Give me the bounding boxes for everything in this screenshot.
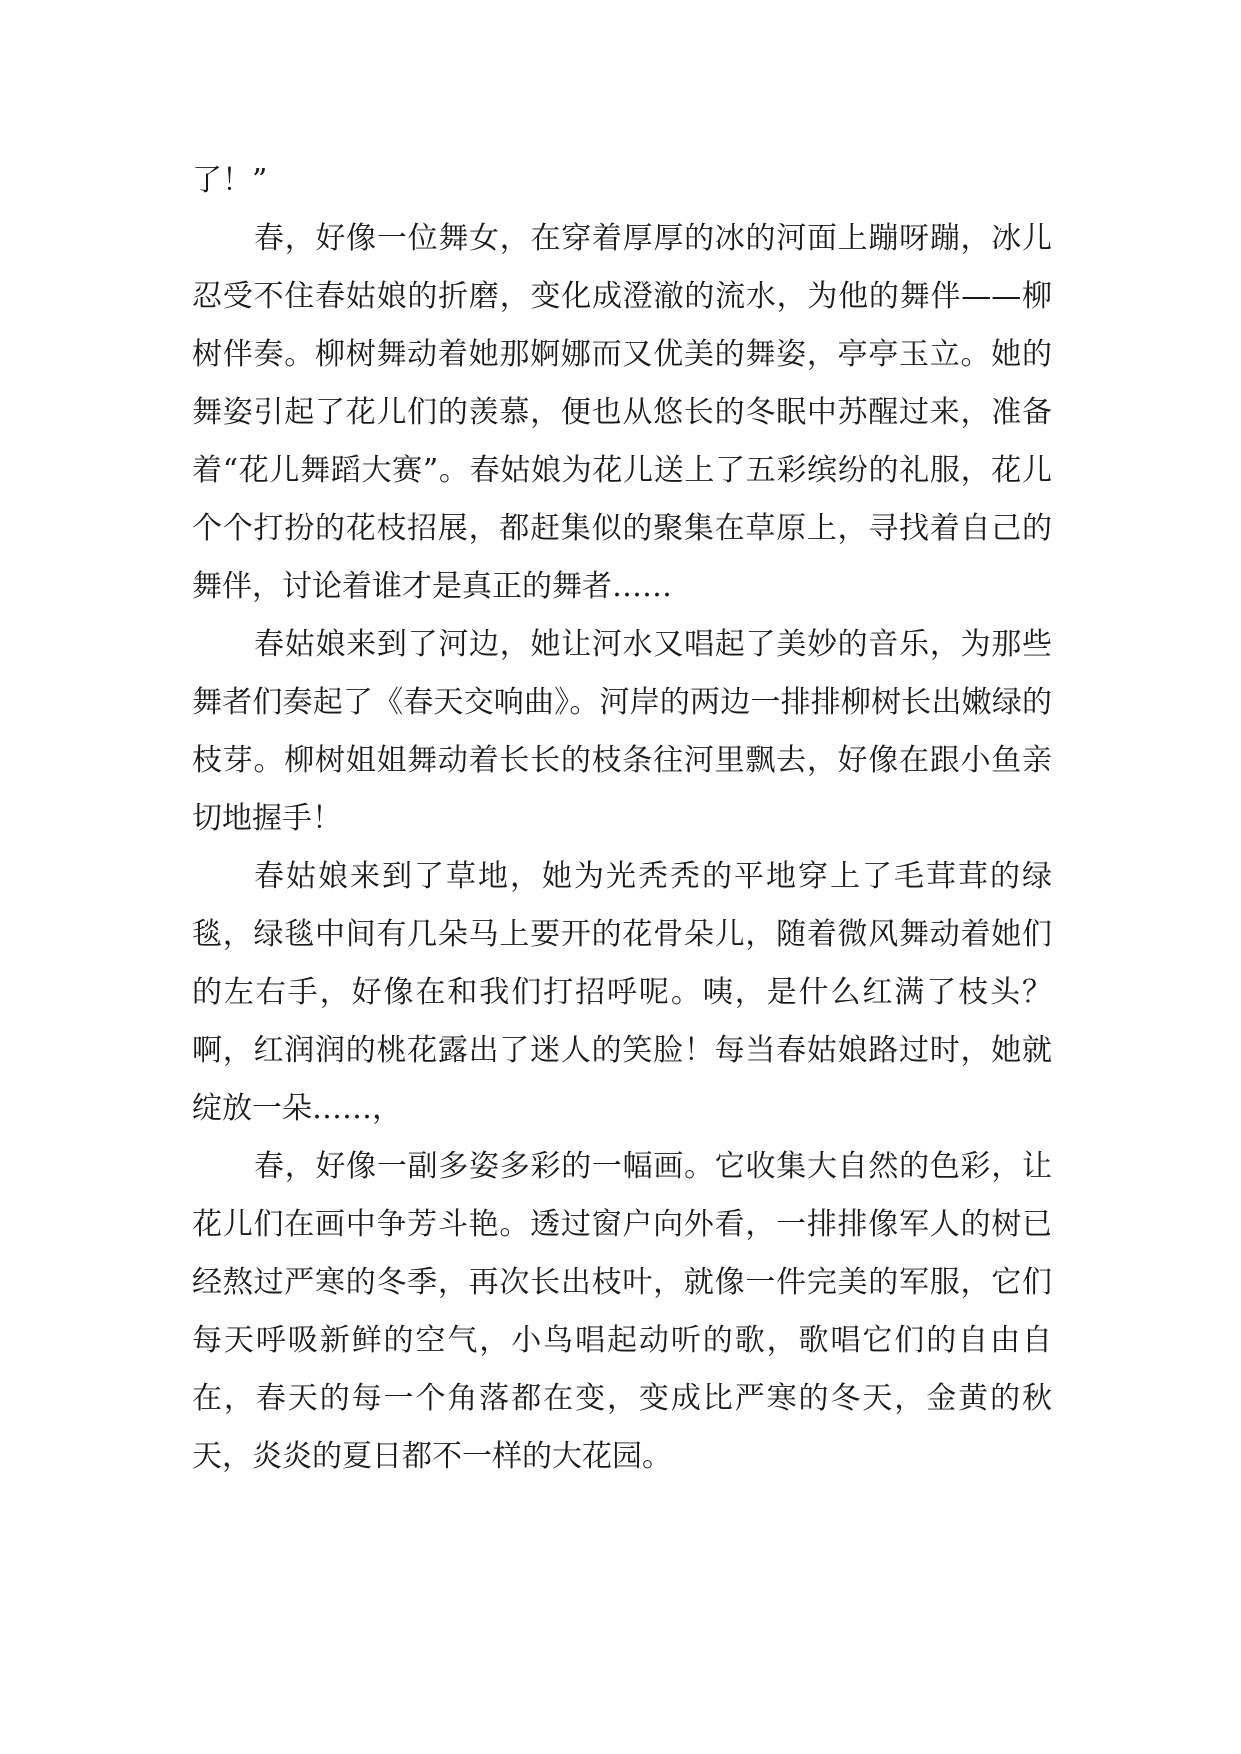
paragraph-4: 春姑娘来到了草地，她为光秃秃的平地穿上了毛茸茸的绿毯，绿毯中间有几朵马上要开的花骨朵儿，随着微风舞动着她们的左右手，好像在和我们打招呼呢。咦，是什么红满了枝头？啊，红润润的桃花露出了迷人的笑脸！每当春姑娘路过时，她就绽放一朵……， bbox=[192, 859, 1052, 1126]
paragraph-1: 了！” bbox=[192, 163, 268, 198]
paragraph-5: 春，好像一副多姿多彩的一幅画。它收集大自然的色彩，让花儿们在画中争芳斗艳。透过窗户向外看，一排排像军人的树已经熬过严寒的冬季，再次长出枝叶，就像一件完美的军服，它们每天呼吸新鲜的空气，小鸟唱起动听的歌，歌唱它们的自由自在，春天的每一个角落都在变，变成比严寒的冬天，金黄的秋天，炎炎的夏日都不一样的大花园。 bbox=[192, 1149, 1052, 1474]
paragraph-2: 春，好像一位舞女，在穿着厚厚的冰的河面上蹦呀蹦，冰儿忍受不住春姑娘的折磨，变化成澄澈的流水，为他的舞伴——柳树伴奏。柳树舞动着她那婀娜而又优美的舞姿，亭亭玉立。她的舞姿引起了花儿们的羡慕，便也从悠长的冬眠中苏醒过来，准备着“花儿舞蹈大赛”。春姑娘为花儿送上了五彩缤纷的礼服，花儿个个打扮的花枝招展，都赶集似的聚集在草原上，寻找着自己的舞伴，讨论着谁才是真正的舞者…… bbox=[192, 221, 1052, 604]
paragraph-3: 春姑娘来到了河边，她让河水又唱起了美妙的音乐，为那些舞者们奏起了《春天交响曲》。河岸的两边一排排柳树长出嫩绿的枝芽。柳树姐姐舞动着长长的枝条往河里飘去，好像在跟小鱼亲切地握手！ bbox=[192, 627, 1052, 836]
document-body bbox=[192, 152, 1052, 1486]
